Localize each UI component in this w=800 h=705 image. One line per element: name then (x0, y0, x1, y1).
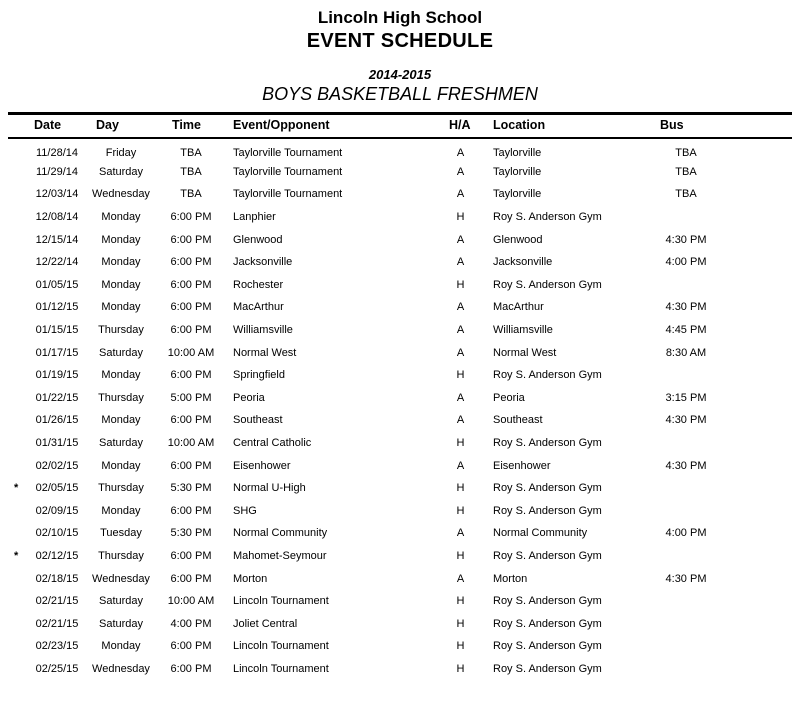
time-cell: 6:00 PM (170, 278, 212, 291)
ha-cell: H (456, 549, 465, 562)
asterisk-cell (8, 567, 28, 590)
filler-cell (722, 522, 792, 545)
time-cell: 4:00 PM (170, 617, 212, 630)
date-cell: 11/29/14 (35, 165, 78, 178)
ha-cell: A (456, 414, 465, 427)
filler-cell (722, 409, 792, 432)
table-row (8, 612, 792, 635)
asterisk-cell (8, 387, 28, 410)
bus-cell: TBA (675, 188, 697, 201)
bus-cell: 4:30 PM (665, 572, 707, 585)
time-cell: 6:00 PM (170, 572, 212, 585)
filler-cell (722, 161, 792, 184)
location-cell: Roy S. Anderson Gym (493, 595, 602, 608)
location-cell: Roy S. Anderson Gym (493, 640, 602, 653)
table-row (8, 522, 792, 545)
ha-cell: H (456, 595, 465, 608)
table-row (8, 161, 792, 184)
date-cell: 02/25/15 (35, 662, 79, 675)
time-cell: 6:00 PM (170, 211, 212, 224)
event-cell: Morton (233, 572, 268, 585)
time-cell: 6:00 PM (170, 504, 212, 517)
table-row (8, 432, 792, 455)
location-cell: Roy S. Anderson Gym (493, 482, 602, 495)
col-header-event: Event/Opponent (233, 118, 330, 132)
table-row (8, 341, 792, 364)
ha-cell: A (456, 301, 465, 314)
date-cell: 01/12/15 (35, 301, 79, 314)
asterisk-cell (8, 590, 28, 613)
date-cell: 01/17/15 (35, 346, 79, 359)
event-cell: Rochester (233, 278, 284, 291)
event-cell: Glenwood (233, 233, 283, 246)
time-cell: 6:00 PM (170, 369, 212, 382)
asterisk-cell (8, 432, 28, 455)
date-cell: 12/22/14 (35, 256, 79, 269)
location-cell: MacArthur (493, 301, 544, 314)
asterisk-cell (8, 522, 28, 545)
asterisk-cell: * (14, 482, 19, 495)
time-cell: 5:30 PM (170, 527, 212, 540)
bus-cell: 4:30 PM (665, 459, 707, 472)
col-header-bus: Bus (660, 118, 684, 132)
asterisk-cell (8, 161, 28, 184)
date-cell: 01/31/15 (35, 437, 79, 450)
time-cell: TBA (180, 146, 202, 159)
time-cell: TBA (180, 188, 202, 201)
bus-cell (650, 432, 722, 455)
event-cell: Joliet Central (233, 617, 298, 630)
day-cell: Wednesday (92, 188, 150, 201)
asterisk-cell (8, 206, 28, 229)
ha-cell: H (456, 640, 465, 653)
time-cell: 6:00 PM (170, 233, 212, 246)
page-title: EVENT SCHEDULE (306, 30, 494, 52)
bus-cell (650, 590, 722, 613)
table-row (8, 635, 792, 658)
filler-cell (722, 364, 792, 387)
time-cell: 6:00 PM (170, 549, 212, 562)
ha-cell: H (456, 504, 465, 517)
location-cell: Roy S. Anderson Gym (493, 211, 602, 224)
bus-cell: 3:15 PM (665, 391, 707, 404)
bus-cell: 4:00 PM (665, 527, 707, 540)
ha-cell: A (456, 165, 465, 178)
bus-cell (650, 206, 722, 229)
date-cell: 01/15/15 (35, 324, 79, 337)
filler-cell (722, 432, 792, 455)
event-cell: SHG (233, 504, 257, 517)
ha-cell: H (456, 278, 465, 291)
bus-cell: 4:30 PM (665, 233, 707, 246)
ha-cell: A (456, 324, 465, 337)
asterisk-cell (8, 500, 28, 523)
ha-cell: A (456, 256, 465, 269)
ha-cell: A (456, 146, 465, 159)
bus-cell (650, 274, 722, 297)
asterisk-cell (8, 341, 28, 364)
table-row (8, 138, 792, 161)
day-cell: Wednesday (92, 662, 150, 675)
bus-cell (650, 364, 722, 387)
time-cell: 6:00 PM (170, 414, 212, 427)
filler-cell (722, 477, 792, 500)
date-cell: 01/22/15 (35, 391, 79, 404)
table-row (8, 296, 792, 319)
location-cell: Roy S. Anderson Gym (493, 617, 602, 630)
date-cell: 12/03/14 (35, 188, 79, 201)
day-cell: Monday (101, 459, 141, 472)
bus-cell (650, 500, 722, 523)
location-cell: Eisenhower (493, 459, 551, 472)
col-header-filler (722, 114, 792, 139)
schedule-body (8, 138, 792, 680)
schedule-table (8, 112, 792, 680)
day-cell: Thursday (98, 549, 144, 562)
table-row (8, 545, 792, 568)
ha-cell: A (456, 233, 465, 246)
event-cell: Central Catholic (233, 437, 312, 450)
asterisk-cell (8, 296, 28, 319)
event-cell: Southeast (233, 414, 283, 427)
day-cell: Friday (105, 146, 137, 159)
time-cell: 5:30 PM (170, 482, 212, 495)
filler-cell (722, 567, 792, 590)
table-row (8, 409, 792, 432)
location-cell: Southeast (493, 414, 543, 427)
location-cell: Roy S. Anderson Gym (493, 278, 602, 291)
table-row (8, 500, 792, 523)
asterisk-cell (8, 228, 28, 251)
date-cell: 12/08/14 (35, 211, 79, 224)
location-cell: Taylorville (493, 146, 542, 159)
date-cell: 02/23/15 (35, 640, 79, 653)
day-cell: Monday (101, 211, 141, 224)
asterisk-cell (8, 138, 28, 161)
table-row (8, 274, 792, 297)
event-cell: Mahomet-Seymour (233, 549, 327, 562)
event-cell: Lincoln Tournament (233, 595, 329, 608)
asterisk-cell (8, 183, 28, 206)
time-cell: 10:00 AM (167, 437, 215, 450)
day-cell: Monday (101, 640, 141, 653)
filler-cell (722, 274, 792, 297)
filler-cell (722, 206, 792, 229)
asterisk-cell (8, 612, 28, 635)
filler-cell (722, 387, 792, 410)
filler-cell (722, 658, 792, 681)
date-cell: 01/05/15 (35, 278, 79, 291)
table-row (8, 251, 792, 274)
ha-cell: A (456, 527, 465, 540)
time-cell: 5:00 PM (170, 391, 212, 404)
event-cell: Peoria (233, 391, 265, 404)
location-cell: Peoria (493, 391, 525, 404)
ha-cell: A (456, 572, 465, 585)
day-cell: Monday (101, 256, 141, 269)
ha-cell: H (456, 437, 465, 450)
event-cell: MacArthur (233, 301, 284, 314)
ha-cell: A (456, 346, 465, 359)
table-row (8, 183, 792, 206)
bus-cell: TBA (675, 165, 697, 178)
asterisk-cell (8, 274, 28, 297)
day-cell: Wednesday (92, 572, 150, 585)
event-cell: Williamsville (233, 324, 293, 337)
event-cell: Taylorville Tournament (233, 165, 343, 178)
time-cell: 6:00 PM (170, 256, 212, 269)
event-cell: Taylorville Tournament (233, 188, 343, 201)
filler-cell (722, 545, 792, 568)
date-cell: 01/19/15 (35, 369, 79, 382)
document-header (0, 0, 800, 105)
date-cell: 01/26/15 (35, 414, 79, 427)
event-cell: Normal Community (233, 527, 328, 540)
col-header-asterisk (8, 114, 28, 139)
date-cell: 02/05/15 (35, 482, 79, 495)
asterisk-cell (8, 635, 28, 658)
time-cell: 6:00 PM (170, 640, 212, 653)
event-cell: Eisenhower (233, 459, 291, 472)
location-cell: Roy S. Anderson Gym (493, 662, 602, 675)
event-cell: Jacksonville (233, 256, 293, 269)
col-header-ha: H/A (449, 118, 471, 132)
school-name: Lincoln High School (317, 8, 483, 27)
day-cell: Thursday (98, 482, 144, 495)
filler-cell (722, 612, 792, 635)
time-cell: TBA (180, 165, 202, 178)
bus-cell: 4:45 PM (665, 324, 707, 337)
bus-cell: 4:30 PM (665, 301, 707, 314)
asterisk-cell: * (14, 549, 19, 562)
date-cell: 02/02/15 (35, 459, 79, 472)
day-cell: Thursday (98, 391, 144, 404)
table-row (8, 567, 792, 590)
bus-cell: 8:30 AM (665, 346, 707, 359)
day-cell: Thursday (98, 324, 144, 337)
event-cell: Normal U-High (233, 482, 306, 495)
filler-cell (722, 341, 792, 364)
asterisk-cell (8, 251, 28, 274)
ha-cell: H (456, 369, 465, 382)
asterisk-cell (8, 319, 28, 342)
season-label: 2014-2015 (368, 67, 432, 82)
schedule-header-row (8, 114, 792, 139)
time-cell: 6:00 PM (170, 301, 212, 314)
location-cell: Normal West (493, 346, 557, 359)
filler-cell (722, 296, 792, 319)
location-cell: Morton (493, 572, 528, 585)
day-cell: Saturday (98, 595, 144, 608)
filler-cell (722, 319, 792, 342)
bus-cell (650, 658, 722, 681)
filler-cell (722, 138, 792, 161)
table-row (8, 228, 792, 251)
ha-cell: H (456, 662, 465, 675)
day-cell: Monday (101, 278, 141, 291)
date-cell: 02/18/15 (35, 572, 79, 585)
filler-cell (722, 251, 792, 274)
filler-cell (722, 590, 792, 613)
location-cell: Taylorville (493, 165, 542, 178)
date-cell: 12/15/14 (35, 233, 79, 246)
filler-cell (722, 228, 792, 251)
day-cell: Monday (101, 504, 141, 517)
location-cell: Jacksonville (493, 256, 553, 269)
day-cell: Saturday (98, 165, 144, 178)
col-header-location: Location (493, 118, 546, 132)
location-cell: Taylorville (493, 188, 542, 201)
day-cell: Monday (101, 369, 141, 382)
time-cell: 6:00 PM (170, 662, 212, 675)
bus-cell (650, 635, 722, 658)
date-cell: 02/12/15 (35, 549, 79, 562)
day-cell: Monday (101, 233, 141, 246)
date-cell: 02/21/15 (35, 595, 79, 608)
table-row (8, 658, 792, 681)
day-cell: Monday (101, 414, 141, 427)
location-cell: Roy S. Anderson Gym (493, 549, 602, 562)
table-row (8, 206, 792, 229)
col-header-day: Day (96, 118, 119, 132)
bus-cell (650, 477, 722, 500)
ha-cell: H (456, 482, 465, 495)
filler-cell (722, 454, 792, 477)
filler-cell (722, 183, 792, 206)
filler-cell (722, 500, 792, 523)
bus-cell: 4:30 PM (665, 414, 707, 427)
time-cell: 10:00 AM (167, 595, 215, 608)
location-cell: Williamsville (493, 324, 553, 337)
filler-cell (722, 635, 792, 658)
day-cell: Saturday (98, 437, 144, 450)
location-cell: Normal Community (493, 527, 588, 540)
day-cell: Tuesday (100, 527, 142, 540)
date-cell: 11/28/14 (35, 146, 78, 159)
location-cell: Glenwood (493, 233, 543, 246)
ha-cell: H (456, 211, 465, 224)
day-cell: Saturday (98, 617, 144, 630)
asterisk-cell (8, 658, 28, 681)
time-cell: 10:00 AM (167, 346, 215, 359)
date-cell: 02/10/15 (35, 527, 79, 540)
event-cell: Normal West (233, 346, 297, 359)
date-cell: 02/21/15 (35, 617, 79, 630)
location-cell: Roy S. Anderson Gym (493, 437, 602, 450)
table-row (8, 319, 792, 342)
asterisk-cell (8, 409, 28, 432)
team-label: BOYS BASKETBALL FRESHMEN (262, 84, 538, 104)
event-cell: Lincoln Tournament (233, 662, 329, 675)
col-header-date: Date (34, 118, 62, 132)
bus-cell (650, 545, 722, 568)
day-cell: Monday (101, 301, 141, 314)
location-cell: Roy S. Anderson Gym (493, 369, 602, 382)
table-row (8, 454, 792, 477)
ha-cell: A (456, 459, 465, 472)
date-cell: 02/09/15 (35, 504, 79, 517)
asterisk-cell (8, 364, 28, 387)
time-cell: 6:00 PM (170, 324, 212, 337)
location-cell: Roy S. Anderson Gym (493, 504, 602, 517)
asterisk-cell (8, 454, 28, 477)
bus-cell: TBA (675, 146, 697, 159)
event-cell: Lanphier (233, 211, 276, 224)
event-cell: Springfield (233, 369, 285, 382)
ha-cell: H (456, 617, 465, 630)
bus-cell (650, 612, 722, 635)
event-cell: Taylorville Tournament (233, 146, 343, 159)
col-header-time: Time (172, 118, 201, 132)
table-row (8, 590, 792, 613)
table-row (8, 364, 792, 387)
event-cell: Lincoln Tournament (233, 640, 329, 653)
ha-cell: A (456, 188, 465, 201)
time-cell: 6:00 PM (170, 459, 212, 472)
bus-cell: 4:00 PM (665, 256, 707, 269)
table-row (8, 387, 792, 410)
day-cell: Saturday (98, 346, 144, 359)
table-row (8, 477, 792, 500)
ha-cell: A (456, 391, 465, 404)
